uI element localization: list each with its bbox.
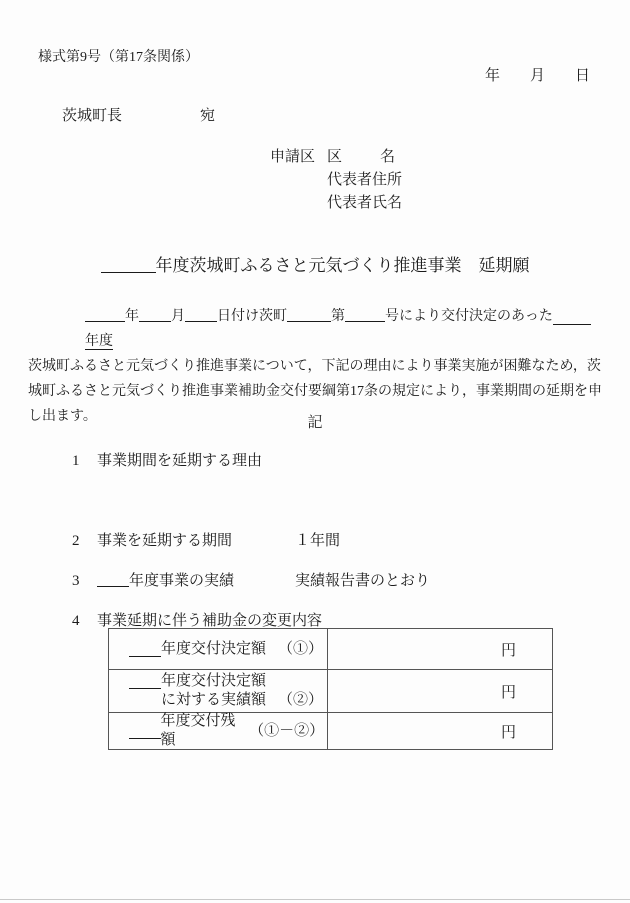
subsidy-change-table [108,628,553,750]
applicant-line1 [270,146,402,169]
table-row-actual-amount [109,669,552,712]
item-4-label: 事業延期に伴う補助金の変更内容 [97,613,323,629]
item-4-number: 4 [72,613,80,629]
item-2-number: 2 [72,533,80,549]
document-title [0,251,630,276]
paragraph-line-2: 茨城町ふるさと元気づくり推進事業について，下記の理由により事業実施が困難なため，茨 [28,359,601,374]
seg-day: 日付け茨町 [217,309,287,324]
page-bottom-edge [0,899,630,900]
row-1-year-blank-underline [129,642,161,657]
addressee-suffix: 宛 [200,108,216,124]
doc-number-blank-underline [287,307,331,322]
label-line [129,640,327,659]
row-2-unit: 円 [500,684,516,701]
applicant-label: 申請区 [270,149,316,165]
row-1-unit: 円 [500,642,516,659]
addressee-name: 茨城町長 [62,108,123,124]
row-1-label: 年度交付決定額 [161,640,267,657]
item-3-year-blank-underline [97,572,129,587]
table-cell-label [109,629,328,669]
applicant-block [270,146,402,215]
list-item-2 [72,529,592,550]
item-3-label: 年度事業の実績 [129,573,235,589]
row-1-ref: （①） [277,640,323,657]
row-3-label: 年度交付残額 [160,713,236,748]
paragraph-line-4: し出ます。 [28,409,97,424]
row-3-ref: （①－②） [249,722,325,739]
row-2-label-line2: に対する実績額 [161,692,267,708]
item-3-number: 3 [72,573,80,589]
seg-month: 月 [171,309,185,324]
item-2-value: １年間 [295,533,341,549]
date-line: 年 月 日 [484,68,590,84]
table-cell-amount [328,670,552,712]
table-row-decided-amount [109,629,552,669]
representative-address-label: 代表者住所 [327,172,403,188]
seg-no-prefix: 第 [331,309,345,324]
table-cell-amount [328,713,552,749]
label-line [129,712,327,750]
seg-nendo: 年度 [85,334,113,349]
paragraph-line-1 [28,304,602,354]
table-cell-amount [328,629,552,669]
month-blank-underline [139,307,171,322]
item-1-label: 事業期間を延期する理由 [97,453,263,469]
item-3-value: 実績報告書のとおり [295,573,431,589]
list-item-4 [72,609,592,630]
seg-no-suffix: 号により交付決定のあった [385,309,553,324]
row-2-label-line1: 年度交付決定額 [161,673,267,689]
row-2-year-blank-underline [129,674,161,689]
record-heading: 記 [307,415,323,431]
label-line [129,672,327,691]
number-blank-underline [345,307,385,322]
district-name-label: 名 [380,149,396,165]
year-blank-underline [85,307,125,322]
table-row-remaining-amount [109,712,552,749]
row-2-ref: （②） [277,692,323,708]
district-label: 区 [327,149,343,165]
item-2-label: 事業を延期する期間 [97,533,233,549]
item-1-number: 1 [72,453,80,469]
title-year-blank-underline [101,258,156,273]
table-cell-label [109,670,328,712]
list-item-3 [72,569,592,590]
representative-name-label: 代表者氏名 [327,195,403,211]
document-title-text: 年度茨城町ふるさと元気づくり推進事業 延期願 [155,256,530,275]
table-cell-label [109,713,328,749]
day-blank-underline [185,307,217,322]
paragraph-line-3: 城町ふるさと元気づくり推進事業補助金交付要綱第17条の規定により，事業期間の延期を申 [28,384,602,399]
row-3-year-blank-underline [129,724,161,739]
seg-year: 年 [125,309,139,324]
list-item-1 [72,449,592,470]
form-number: 様式第9号（第17条関係） [38,50,199,65]
addressee-line [62,104,215,125]
row-3-unit: 円 [500,724,516,741]
label-line [129,691,327,710]
